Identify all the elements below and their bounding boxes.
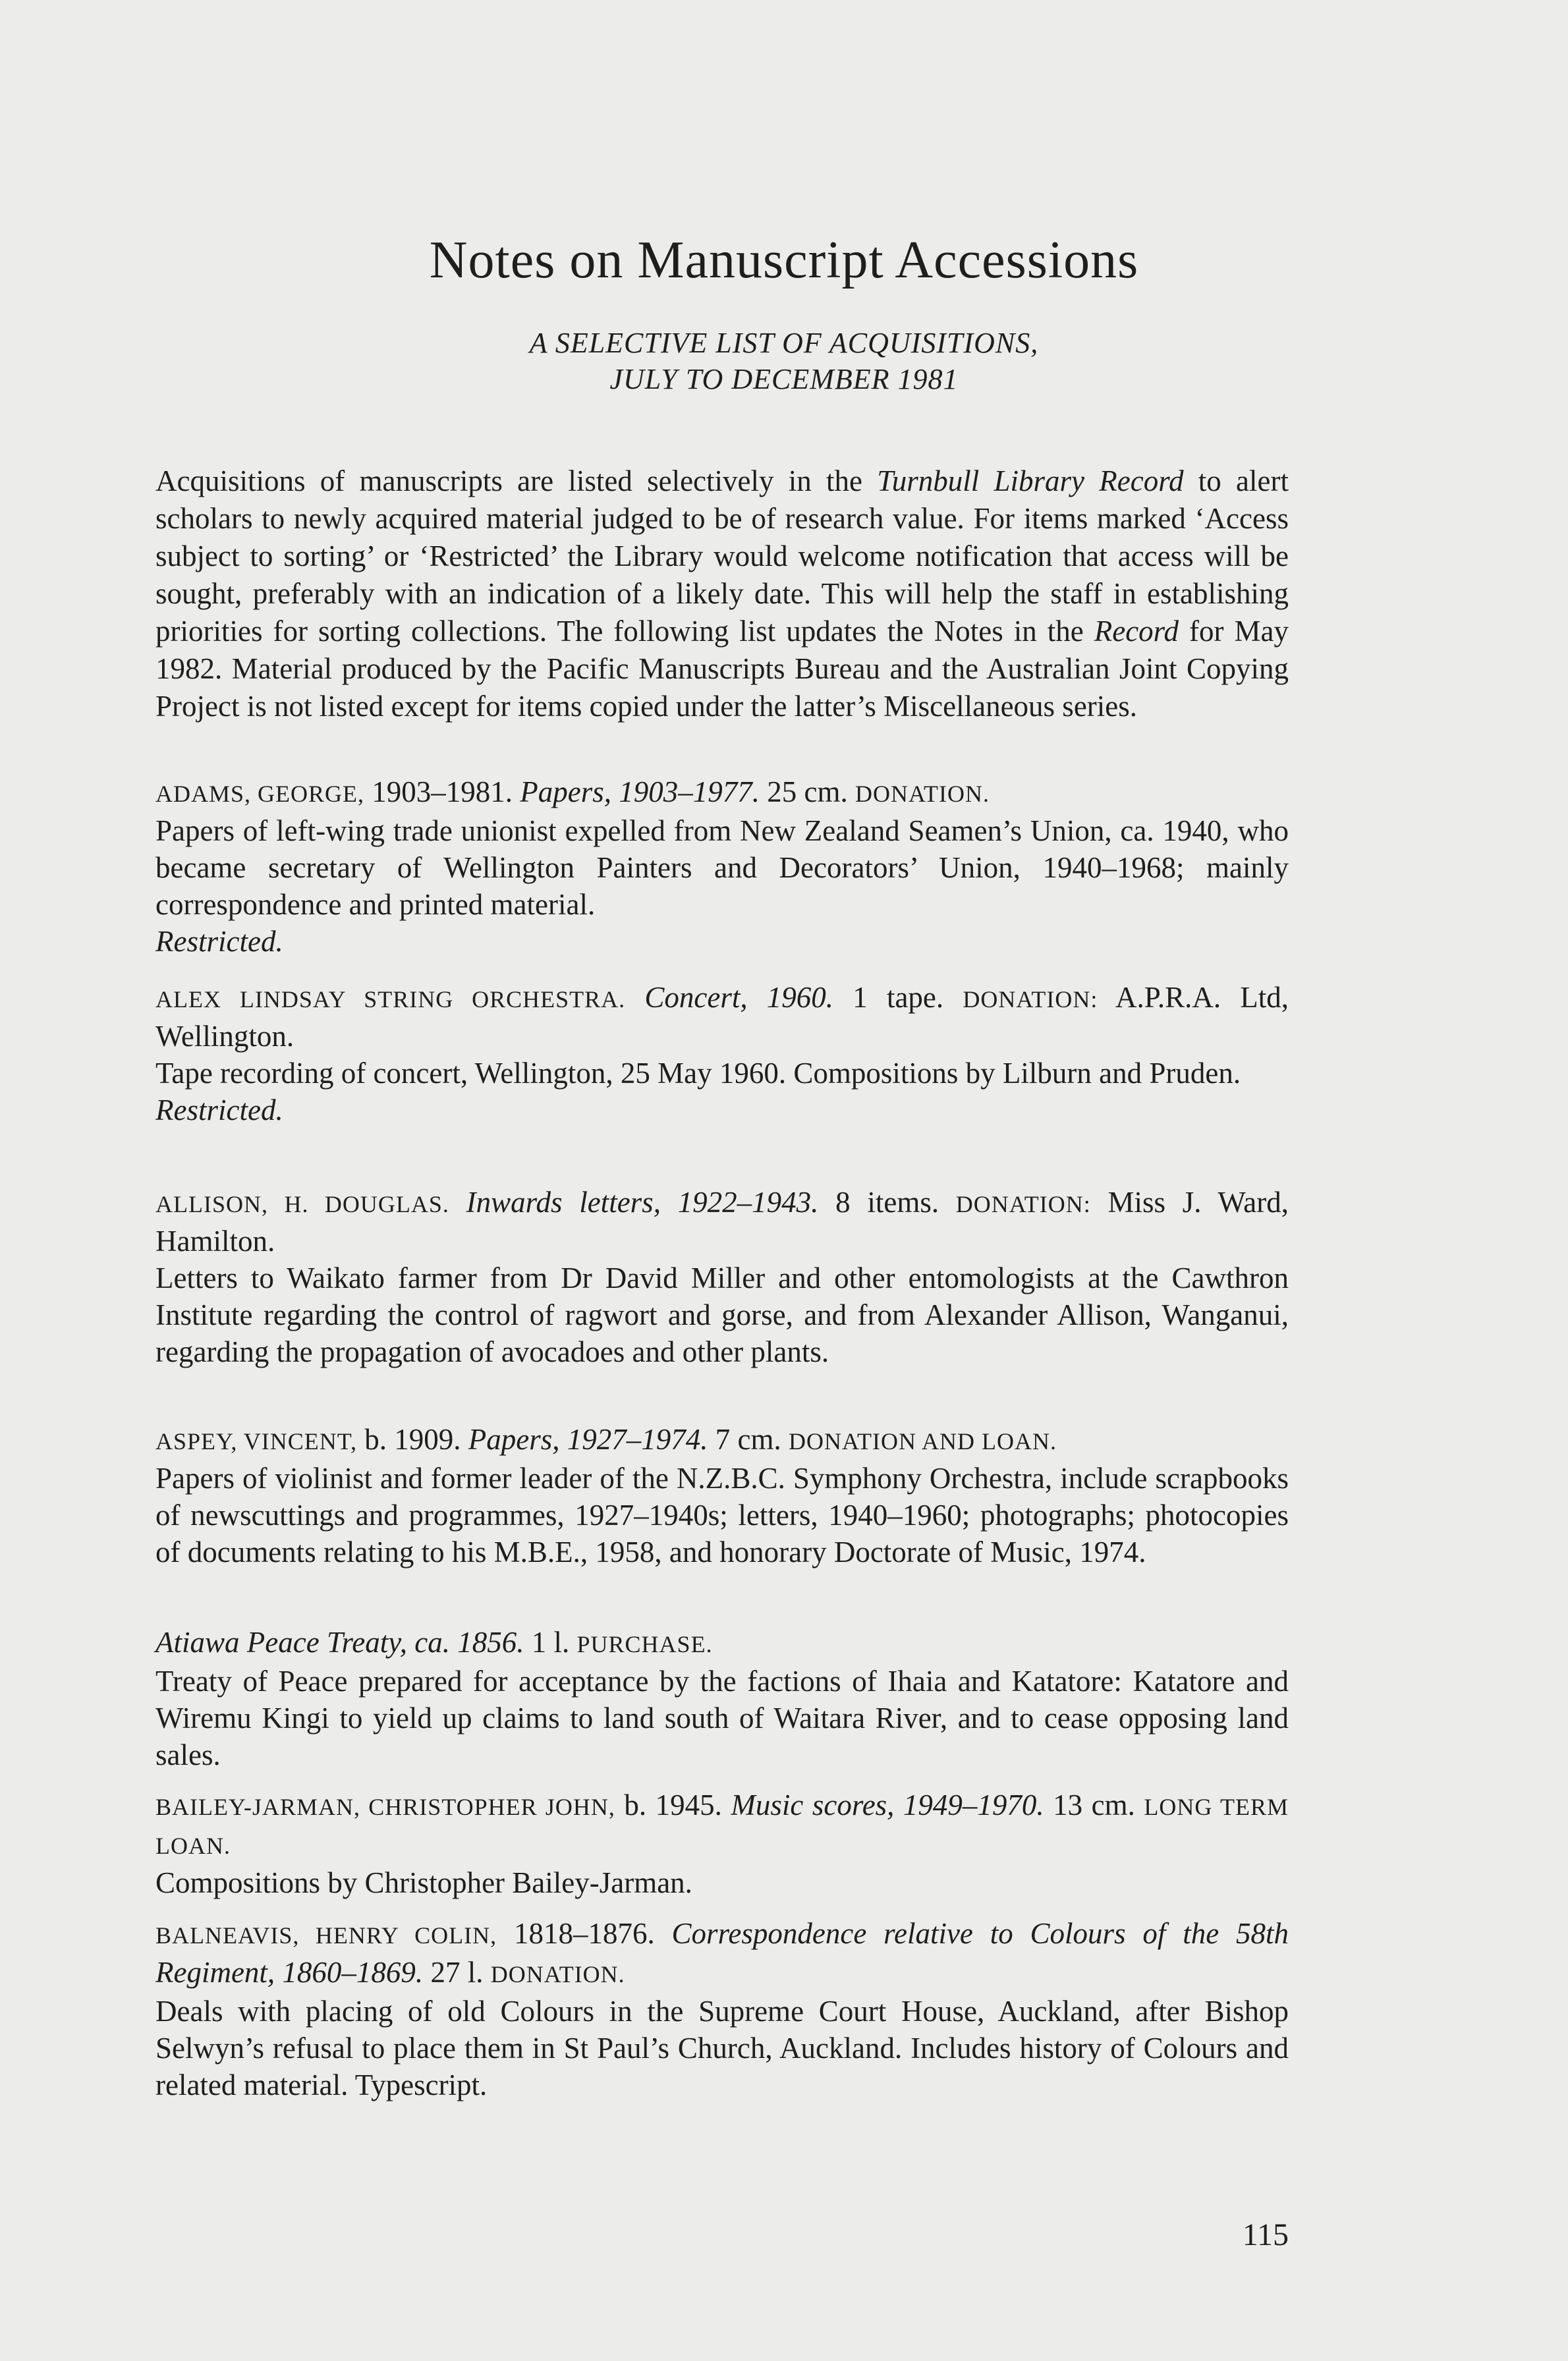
entry-acquisition: DONATION. [490, 1961, 625, 1987]
entry-name: BALNEAVIS, HENRY COLIN, [155, 1922, 497, 1949]
entry-name: ALLISON, H. DOUGLAS. [155, 1191, 449, 1217]
entry-description: Deals with placing of old Colours in the Supreme Court House, Auckland, after Bishop Selwyn’s refusal to place them in St Paul’s Church, Auckland. Includes history of Colours and related material. Typescript. [155, 1995, 1289, 2101]
entry-atiawa [155, 1624, 1289, 1773]
entry-extent: 8 items. [818, 1186, 956, 1219]
intro-paragraph [155, 462, 1289, 725]
intro-record-title: Turnbull Library Record [877, 464, 1184, 497]
entry-description: Papers of violinist and former leader of the N.Z.B.C. Symphony Orchestra, include scrapbooks of newscuttings and programmes, 1927–1940s; letters, 1940–1960; photographs; photocopies of documents relating to his M.B.E., 1958, and honorary Doctorate of Music, 1974. [155, 1462, 1289, 1569]
entry-extent: 27 l. [423, 1956, 491, 1989]
entry-acquisition: DONATION: [963, 986, 1098, 1013]
entry-note: Restricted. [155, 925, 283, 958]
entry-work: Papers, 1927–1974. [468, 1423, 708, 1456]
entry-acquisition: DONATION: [955, 1191, 1091, 1217]
entry-name: ADAMS, GEORGE, [155, 781, 365, 807]
entry-work: Concert, 1960. [644, 981, 834, 1014]
subtitle-line-1: A SELECTIVE LIST OF ACQUISITIONS, [529, 327, 1039, 359]
entry-work: Papers, 1903–1977. [520, 775, 760, 808]
entry-dates: b. 1909. [357, 1423, 468, 1456]
entry-work: Inwards letters, 1922–1943. [466, 1186, 819, 1219]
entry-heading [155, 1624, 1289, 1663]
entry-allison [155, 1184, 1289, 1370]
entry-heading [155, 979, 1289, 1055]
entry-description: Treaty of Peace prepared for acceptance by the factions of Ihaia and Katatore: Katatore and Wiremu Kingi to yield up claims to land south of Waitara River, and to cease opposing land sales. [155, 1665, 1289, 1771]
entry-extent: 13 cm. [1044, 1789, 1144, 1821]
entry-dates: b. 1945. [615, 1789, 731, 1821]
entry-heading [155, 1421, 1289, 1460]
entry-description: Compositions by Christopher Bailey-Jarman. [155, 1866, 692, 1899]
intro-text-3: for May 1982. Material produced by the Pacific Manuscripts Bureau and the Australian Joint Copying Project is not listed except for items copied under the latter’s Miscellaneous series. [155, 615, 1289, 723]
entry-work: Music scores, 1949–1970. [731, 1789, 1044, 1821]
page-number: 115 [1242, 2217, 1289, 2252]
entry-name: BAILEY-JARMAN, CHRISTOPHER JOHN, [155, 1794, 615, 1820]
entry-dates: 1818–1876. [497, 1917, 672, 1950]
entry-bailey-jarman [155, 1787, 1289, 1901]
entry-extent: 1 l. [524, 1626, 577, 1659]
entry-balneavis [155, 1915, 1289, 2103]
entry-dates: 1903–1981. [364, 775, 520, 808]
entry-name: ALEX LINDSAY STRING ORCHESTRA. [155, 986, 626, 1013]
entry-heading [155, 1787, 1289, 1864]
entry-note: Restricted. [155, 1094, 283, 1126]
entry-heading [155, 773, 1289, 812]
entry-aspey [155, 1421, 1289, 1570]
entry-alex-lindsay [155, 979, 1289, 1128]
entry-adams [155, 773, 1289, 960]
entry-name: ASPEY, VINCENT, [155, 1428, 358, 1455]
entry-acquisition: DONATION AND LOAN. [789, 1428, 1057, 1455]
entry-description: Papers of left-wing trade unionist expelled from New Zealand Seamen’s Union, ca. 1940, who became secretary of Wellington Painters and Decorators’ Union, 1940–1968; mainly correspondence and printed material. [155, 814, 1289, 921]
page-title: Notes on Manuscript Accessions [429, 231, 1139, 289]
entry-heading [155, 1184, 1289, 1260]
entry-description: Tape recording of concert, Wellington, 25 May 1960. Compositions by Lilburn and Pruden. [155, 1057, 1241, 1090]
subtitle-line-2: JULY TO DECEMBER 1981 [609, 363, 959, 395]
intro-record-short: Record [1094, 615, 1179, 648]
entry-heading [155, 1915, 1289, 1993]
entry-work: Correspondence relative to Colours of the 58th Regiment, 1860–1869. [155, 1917, 1289, 1989]
entry-donor: A.P.R.A. Ltd, Wellington. [155, 981, 1289, 1053]
intro-text-2: to alert scholars to newly acquired material judged to be of research value. For items marked ‘Access subject to sorting’ or ‘Restricted’ the Library would welcome notification that access will be sought, preferably with an indication of a likely date. This will help the staff in establishing priorities for sorting collections. The following list updates the Notes in the [155, 464, 1289, 648]
entry-acquisition: LONG TERM LOAN. [155, 1794, 1289, 1859]
intro-text-1: Acquisitions of manuscripts are listed selectively in the [155, 464, 878, 497]
entry-extent: 7 cm. [708, 1423, 789, 1456]
entry-work: Atiawa Peace Treaty, ca. 1856. [155, 1626, 524, 1659]
entry-acquisition: PURCHASE. [576, 1631, 713, 1657]
entry-acquisition: DONATION. [855, 781, 990, 807]
entry-extent: 25 cm. [760, 775, 855, 808]
entry-description: Letters to Waikato farmer from Dr David Miller and other entomologists at the Cawthron Institute regarding the control of ragwort and gorse, and from Alexander Allison, Wanganui, regarding the propagation of avocadoes and other plants. [155, 1262, 1289, 1368]
entry-extent: 1 tape. [833, 981, 963, 1014]
entry-donor: Miss J. Ward, Hamilton. [155, 1186, 1289, 1258]
